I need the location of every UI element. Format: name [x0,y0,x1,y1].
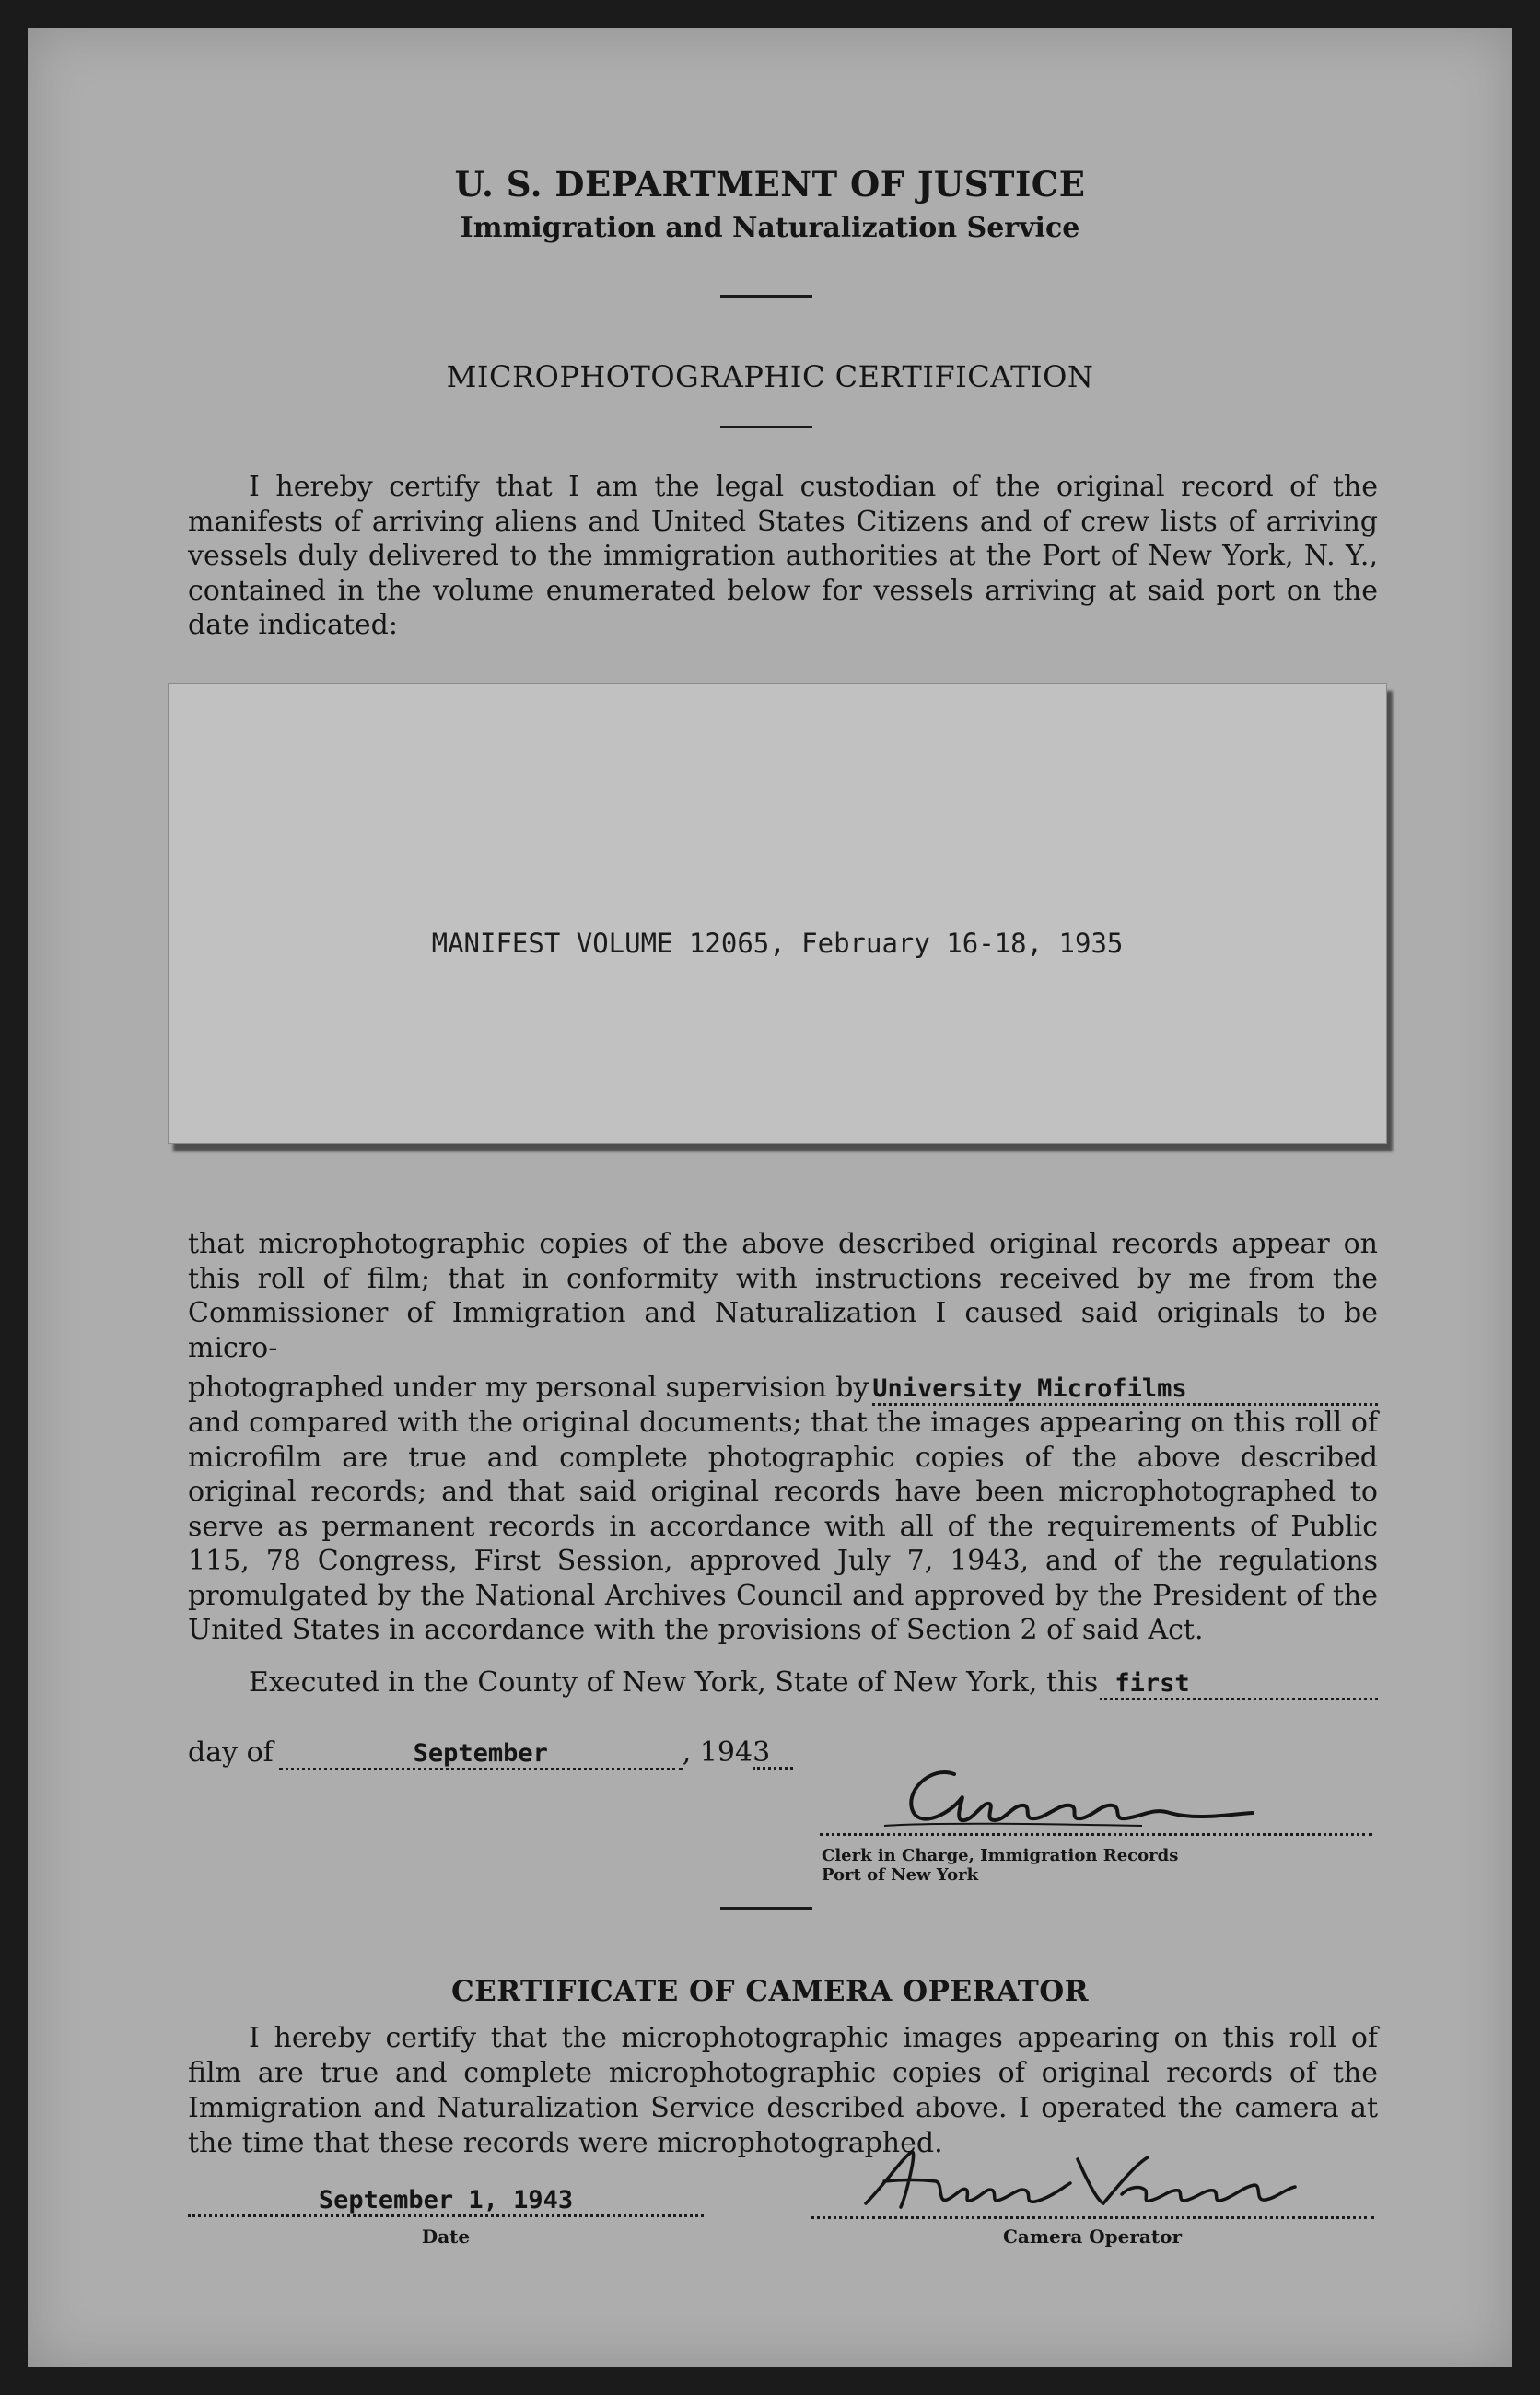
year-digit-field: 3 [752,1739,793,1770]
clerk-title-line2: Port of New York [822,1865,979,1885]
supervision-line [188,1371,1378,1406]
body-text-part1: that microphotographic copies of the above described original records appear on this roll of film; that in conformity with instructions received by me from the Commissioner of Immigration and Naturalization I caused said originals to be micro- [188,1228,1378,1364]
clerk-signature-line [820,1833,1372,1836]
supervision-prefix: photographed under my personal supervision by [188,1372,869,1404]
camera-operator-title: CERTIFICATE OF CAMERA OPERATOR [450,1975,1090,2008]
operator-signature-line [811,2216,1374,2219]
execution-line [249,1665,1378,1700]
clerk-title [822,1846,1178,1885]
date-caption: Date [421,2226,471,2248]
camera-operator-signature [829,2139,1308,2222]
divider-rule [720,426,812,428]
operator-caption: Camera Operator [1003,2226,1182,2248]
service-subtitle: Immigration and Naturalization Service [460,212,1080,244]
body-text-part3: and compared with the original documents; that the images appearing on this roll of microfilm are true and complete photographic copies of the above described original records; and that said original records have been microphotographed to serve as permanent records in accordance with all of the requirements of Public 115, 78 Congress, First Session, approved July 7, 1943, and of the regulations promulgated by the National Archives Council and approved by the President of the United States in accordance with the provisions of Section 2 of said Act. [188,1407,1378,1646]
body-paragraph [188,1227,1378,1648]
agency-title: U. S. DEPARTMENT OF JUSTICE [454,164,1086,204]
execution-month-field: September [279,1740,682,1770]
camera-date-field: September 1, 1943 [188,2187,704,2217]
manifest-volume-text: MANIFEST VOLUME 12065, February 16-18, 1935 [431,928,1124,959]
divider-rule [720,295,812,298]
execution-date-line [188,1735,793,1770]
year-prefix: , 194 [682,1736,753,1769]
intro-text: I hereby certify that I am the legal custodian of the original record of the manifests of arriving aliens and United States Citizens and of crew lists of arriving vessels duly delivered to the immigration authorities at the Port of New York, N. Y., contained in the volume enumerated below for vessels arriving at said port on the date indicated: [188,471,1378,641]
divider-rule [720,1907,812,1910]
clerk-title-line1: Clerk in Charge, Immigration Records [822,1846,1179,1865]
certification-title: MICROPHOTOGRAPHIC CERTIFICATION [446,359,1094,394]
clerk-signature [866,1748,1280,1840]
execution-prefix: Executed in the County of New York, State of New York, this [249,1666,1099,1699]
certificate-page [28,28,1512,2367]
manifest-volume-card [168,683,1387,1144]
execution-day-field: first [1100,1670,1378,1700]
day-of-label: day of [188,1736,274,1769]
camera-paragraph-text: I hereby certify that the microphotographic images appearing on this roll of film are true and complete microphotographic copies of original records of the Immigration and Naturalization Service described above. I operated the camera at the time that these records were microphotographed. [188,2022,1378,2159]
intro-paragraph [188,470,1378,643]
photographer-field: University Microfilms [872,1375,1378,1406]
